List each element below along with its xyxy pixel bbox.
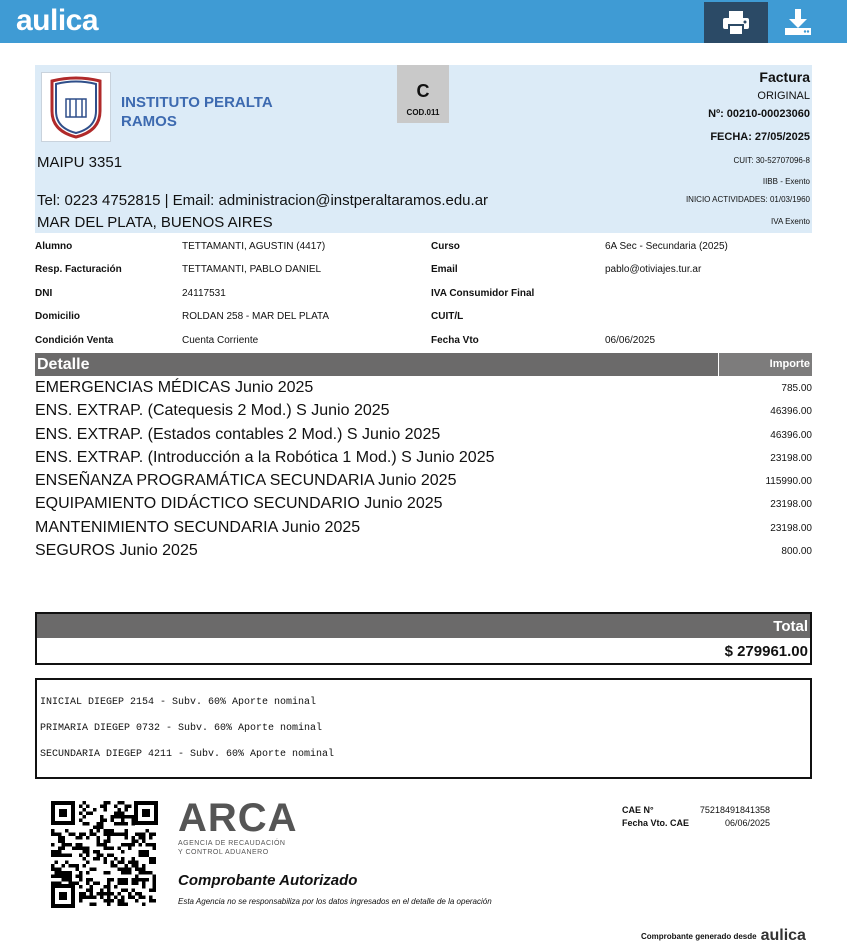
item-description: SEGUROS Junio 2025 xyxy=(35,542,198,560)
print-button[interactable] xyxy=(704,2,768,43)
arca-wordmark: ARCA xyxy=(178,796,298,840)
cae-value: 75218491841358 xyxy=(699,805,770,815)
invoice-header xyxy=(35,65,812,233)
info-value: Cuenta Corriente xyxy=(182,334,259,346)
invoice-date: FECHA: 27/05/2025 xyxy=(710,131,810,143)
institution-name: INSTITUTO PERALTA RAMOS xyxy=(121,94,273,130)
line-item xyxy=(35,400,812,423)
line-item xyxy=(35,377,812,400)
printer-icon xyxy=(721,10,751,36)
item-amount: 46396.00 xyxy=(770,406,812,418)
item-amount: 23198.00 xyxy=(770,522,812,534)
invoice-type-letter: C xyxy=(416,81,430,101)
info-label: Email xyxy=(431,264,458,276)
info-label: Domicilio xyxy=(35,311,81,323)
info-label: Resp. Facturación xyxy=(35,264,122,276)
cae-due-value: 06/06/2025 xyxy=(724,818,770,828)
line-item xyxy=(35,493,812,516)
item-description: ENS. EXTRAP. (Catequesis 2 Mod.) S Junio 2025 xyxy=(35,402,390,420)
info-label: CUIT/L xyxy=(431,311,464,323)
note-line: SECUNDARIA DIEGEP 4211 - Subv. 60% Aporte nominal xyxy=(40,749,335,760)
info-label: Alumno xyxy=(35,241,73,252)
info-row xyxy=(35,307,812,330)
item-amount: 115990.00 xyxy=(765,476,812,488)
line-item xyxy=(35,540,812,563)
generated-text: Comprobante generado desde xyxy=(641,931,757,941)
line-item xyxy=(35,424,812,447)
institution-start-date: INICIO ACTIVIDADES: 01/03/1960 xyxy=(685,195,810,204)
invoice-type-box xyxy=(397,65,449,123)
detail-header xyxy=(35,353,812,376)
authorized-label: Comprobante Autorizado xyxy=(178,872,358,889)
item-amount: 23198.00 xyxy=(770,452,812,464)
arca-subtitle-1: AGENCIA DE RECAUDACIÓN xyxy=(178,840,286,847)
line-item xyxy=(35,447,812,470)
info-value: ROLDAN 258 - MAR DEL PLATA xyxy=(182,311,330,323)
item-amount: 785.00 xyxy=(781,383,812,394)
qr-code xyxy=(51,801,158,908)
item-amount: 800.00 xyxy=(781,546,812,558)
cae-label: CAE N° xyxy=(622,805,654,815)
total-label: Total xyxy=(37,614,810,638)
doc-title: Factura xyxy=(759,69,810,85)
arca-disclaimer: Esta Agencia no se responsabiliza por los datos ingresados en el detalle de la operación xyxy=(178,897,492,906)
arca-subtitle-2: Y CONTROL ADUANERO xyxy=(178,849,269,856)
aulica-logo[interactable]: aulica xyxy=(16,4,99,37)
customer-info xyxy=(35,237,812,354)
info-row xyxy=(35,284,812,307)
info-row xyxy=(35,237,812,260)
info-value: TETTAMANTI, PABLO DANIEL xyxy=(182,264,322,276)
info-row xyxy=(35,331,812,354)
aulica-small-logo: aulica xyxy=(760,927,806,944)
info-row xyxy=(35,260,812,283)
item-description: ENSEÑANZA PROGRAMÁTICA SECUNDARIA Junio 2025 xyxy=(35,472,457,490)
total-box xyxy=(35,612,812,665)
invoice-type-code: COD.011 xyxy=(406,108,440,117)
item-amount: 23198.00 xyxy=(770,499,812,511)
doc-copy: ORIGINAL xyxy=(757,90,810,102)
line-item xyxy=(35,517,812,540)
total-value: $ 279961.00 xyxy=(724,643,808,660)
institution-iva: IVA Exento xyxy=(771,217,810,226)
arca-logo xyxy=(178,797,298,857)
item-description: MANTENIMIENTO SECUNDARIA Junio 2025 xyxy=(35,518,361,536)
detail-items xyxy=(35,377,812,563)
info-label: Curso xyxy=(431,241,460,252)
institution-address: MAIPU 3351 xyxy=(37,154,123,171)
info-label: Condición Venta xyxy=(35,334,114,346)
info-label: Fecha Vto xyxy=(431,334,479,346)
item-description: ENS. EXTRAP. (Estados contables 2 Mod.) S Junio 2025 xyxy=(35,425,441,443)
item-description: EQUIPAMIENTO DIDÁCTICO SECUNDARIO Junio 2025 xyxy=(35,495,443,513)
amount-header: Importe xyxy=(718,353,812,376)
top-bar xyxy=(0,0,847,43)
item-description: EMERGENCIAS MÉDICAS Junio 2025 xyxy=(35,379,314,396)
cae-due-label: Fecha Vto. CAE xyxy=(622,818,690,828)
info-label: DNI xyxy=(35,287,53,299)
institution-city: MAR DEL PLATA, BUENOS AIRES xyxy=(37,214,273,231)
note-line: INICIAL DIEGEP 2154 - Subv. 60% Aporte nominal xyxy=(40,697,317,708)
line-item xyxy=(35,470,812,493)
info-value: 24117531 xyxy=(182,287,226,299)
info-value: pablo@otiviajes.tur.ar xyxy=(605,264,702,276)
info-value: TETTAMANTI, AGUSTIN (4417) xyxy=(182,241,326,252)
notes-box xyxy=(35,678,812,779)
note-line: PRIMARIA DIEGEP 0732 - Subv. 60% Aporte nominal xyxy=(40,723,323,734)
institution-cuit: CUIT: 30-52707096-8 xyxy=(733,156,810,165)
download-icon xyxy=(783,8,813,36)
institution-contact: Tel: 0223 4752815 | Email: administracion@instperaltaramos.edu.ar xyxy=(37,192,489,209)
item-amount: 46396.00 xyxy=(770,429,812,441)
item-description: ENS. EXTRAP. (Introducción a la Robótica 1 Mod.) S Junio 2025 xyxy=(35,448,495,466)
institution-crest xyxy=(41,72,111,142)
info-value: 6A Sec - Secundaria (2025) xyxy=(605,241,728,252)
download-button[interactable] xyxy=(778,2,818,42)
info-value: 06/06/2025 xyxy=(605,334,656,346)
detail-title: Detalle xyxy=(37,356,90,373)
institution-iibb: IIBB - Exento xyxy=(762,177,810,186)
invoice-number: Nº: 00210-00023060 xyxy=(708,108,810,120)
info-label: IVA Consumidor Final xyxy=(431,287,535,299)
generated-by xyxy=(641,927,806,945)
